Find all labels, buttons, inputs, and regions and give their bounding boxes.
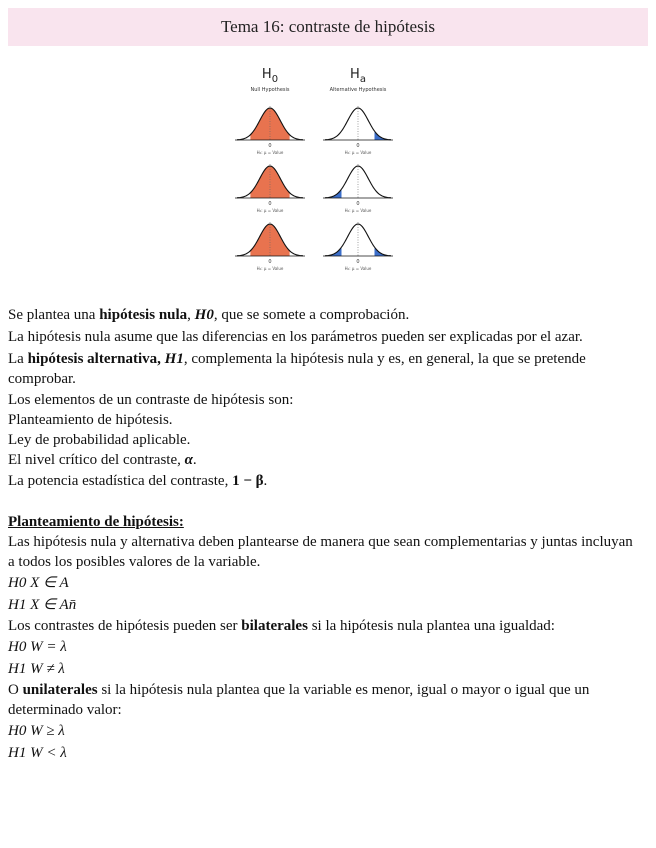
axis-caption: H₀: μ = Value [256,150,284,155]
section-heading: Planteamiento de hipótesis: [8,514,184,530]
alt-header: $H_a$ [350,67,366,85]
equation-h1-notequal: H1 W ≠ λ [8,661,65,677]
paragraph-null-assumption: La hipótesis nula asume que las diferencias en los parámetros pueden ser explicadas por el azar. [8,329,583,345]
list-item-nivel-critico: El nivel crítico del contraste, α. [8,452,197,468]
document-body [8,304,642,764]
list-item-planteamiento: Planteamiento de hipótesis. [8,412,173,428]
axis-caption: H₀: μ = Value [344,266,372,271]
hypothesis-figure [225,60,405,280]
alt-caption: Alternative Hypothesis [329,87,387,93]
null-header: $H_0$ [261,67,279,85]
equation-h0-set: H0 X ∈ A [8,575,69,591]
tick-label-zero: 0 [356,201,360,207]
axis-caption: H₀: μ = Value [256,266,284,271]
tick-label-zero: 0 [356,143,360,149]
tick-label-zero: 0 [268,259,272,265]
page-title: Tema 16: contraste de hipótesis [220,17,436,36]
alt-curve-row-3 [323,222,393,271]
paragraph-unilateral: O unilaterales si la hipótesis nula plantea que la variable es menor, igual o mayor o igual que un determinado valor: [8,682,590,718]
null-curve-row-3 [235,222,305,271]
null-caption: Null Hypothesis [250,87,290,93]
alt-curve-row-2 [323,164,393,213]
paragraph-alt-hypothesis: La hipótesis alternativa, H1, complementa la hipótesis nula y es, en general, la que se pretende comprobar. [8,351,586,387]
tick-label-zero: 0 [356,259,360,265]
alt-curve-row-1 [323,106,393,155]
paragraph-null-hypothesis: Se plantea una hipótesis nula, H0, que se somete a comprobación. [8,307,410,323]
equation-h1-set: H1 X ∈ An̄ [8,597,77,613]
list-item-ley: Ley de probabilidad aplicable. [8,432,191,448]
paragraph-elements-intro: Los elementos de un contraste de hipótesis son: [8,392,294,408]
null-curve-row-1 [235,106,305,155]
tick-label-zero: 0 [268,143,272,149]
axis-caption: H₀: μ = Value [256,208,284,213]
tick-label-zero: 0 [268,201,272,207]
equation-h0-geq: H0 W ≥ λ [8,723,65,739]
equation-h0-equal: H0 W = λ [8,639,67,655]
paragraph-bilateral: Los contrastes de hipótesis pueden ser bilaterales si la hipótesis nula plantea una igualdad: [8,618,555,634]
equation-h1-less: H1 W < λ [8,745,67,761]
axis-caption: H₀: μ = Value [344,150,372,155]
axis-caption: H₀: μ = Value [344,208,372,213]
page-title-banner [8,8,648,46]
null-curve-row-2 [235,164,305,213]
list-item-potencia: La potencia estadística del contraste, 1 − β. [8,473,268,489]
paragraph-complementary: Las hipótesis nula y alternativa deben plantearse de manera que sean complementarias y juntas incluyan a todos los posibles valores de la variable. [8,534,633,570]
